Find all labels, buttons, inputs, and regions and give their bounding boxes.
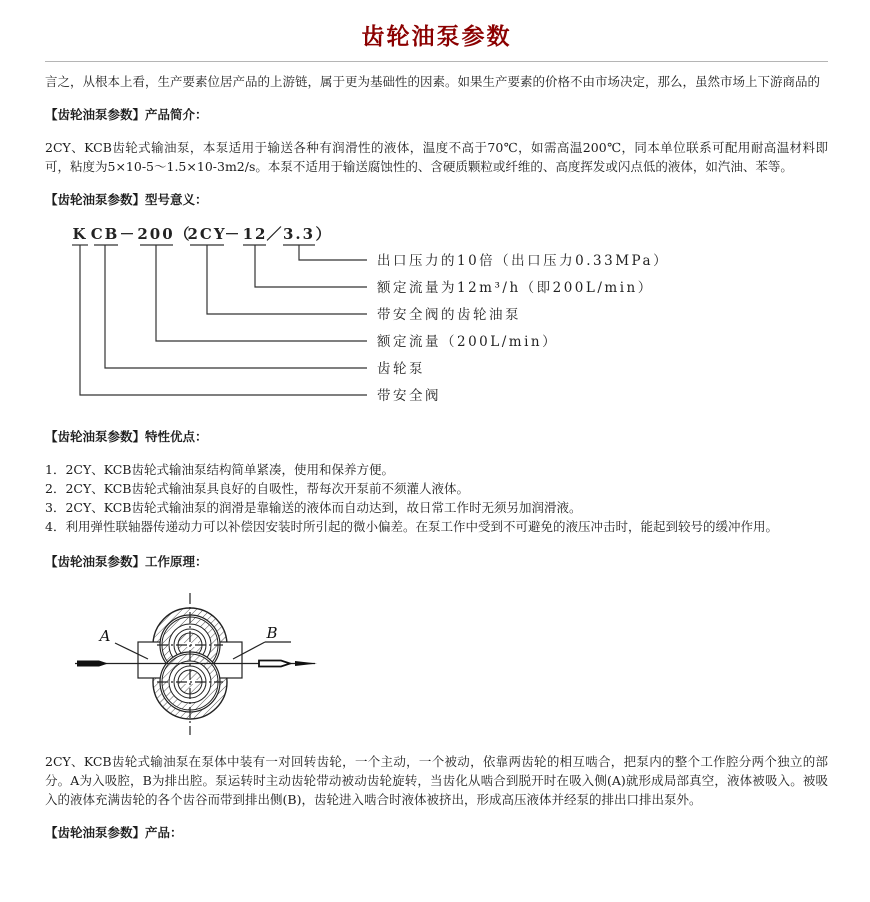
model-sep-slash: ／ [266,225,284,243]
inlet-chamber-label: A [99,627,111,645]
section-heading-products: 【齿轮油泵参数】产品： [45,825,183,840]
model-token-12: 12 [242,225,268,243]
model-label-outlet-pressure: 出口压力的10倍（出口压力0.33MPa） [377,253,670,269]
model-token-33: 3.3 [282,225,316,243]
working-principle-paragraph: 2CY、KCB齿轮式输油泵在泵体中装有一对回转齿轮，一个主动，一个被动，依靠两齿轮的相互啮合，把泵内的整个工作腔分两个独立的部分。A为入吸腔，B为排出腔。泵运转时主动齿轮带动被动齿轮旋转，当齿化从啮合到脱开时在吸入侧(A)就形成局部真空，液体被吸入。被吸入的液体充满齿轮的各个齿谷而带到排出侧(B)，齿轮进入啮合时液体被挤出，形成高压液体并经泵的排出口排出泵外。 [45,754,828,807]
model-sep-dash2: － [224,225,242,243]
outlet-chamber-label: B [266,624,278,642]
feature-item-1: 1．2CY、KCB齿轮式输油泵结构简单紧凑，使用和保养方便。 [45,462,394,477]
section-heading-product-intro: 【齿轮油泵参数】产品简介： [45,107,208,122]
model-label-safety-valve: 带安全阀 [377,388,441,404]
feature-item-4: 4．利用弹性联轴器传递动力可以补偿因安装时所引起的微小偏差。在泵工作中受到不可避免的液压冲击时，能起到较号的缓冲作用。 [45,519,778,534]
model-label-pump-with-valve: 带安全阀的齿轮油泵 [377,307,521,323]
model-sep-dash1: － [119,225,137,243]
model-token-200: 200 [137,225,175,243]
inlet-arrow-icon [77,661,108,667]
feature-list [45,460,828,536]
model-sep-open-paren: （ [174,225,192,243]
gear-pump-cross-section-diagram [65,585,828,744]
section-heading-working-principle: 【齿轮油泵参数】工作原理： [45,554,208,569]
section-heading-features: 【齿轮油泵参数】特性优点： [45,429,208,444]
model-label-rated-flow-lmin: 额定流量（200L/min） [377,334,559,350]
outlet-arrow-icon [259,661,290,667]
model-token-2cy: 2CY [187,225,227,243]
intro-paragraph: 言之，从根本上看，生产要素位居产品的上游链，属于更为基础性的因素。如果生产要素的价格不由市场决定，那么，虽然市场上下游商品的 [45,74,821,89]
model-label-rated-flow-m3h: 额定流量为12m³/h（即200L/min） [377,280,654,296]
model-token-cb: CB [90,225,120,243]
title-divider [45,61,828,62]
page-title: 齿轮油泵参数 [361,23,512,50]
flow-arrowhead-icon [295,661,317,666]
product-intro-paragraph: 2CY、KCB齿轮式输油泵，本泵适用于输送各种有润滑性的液体，温度不高于70℃，如需高温200℃，同本单位联系可配用耐高温材料即可，粘度为5×10-5～1.5×10-3m2/s。本泵不适用于输送腐蚀性的、含硬质颗粒或纤维的、高度挥发或闪点低的液体，如汽油、苯等。 [45,140,828,174]
model-token-k: K [72,225,88,243]
model-sep-close-paren: ） [315,225,333,243]
feature-item-3: 3．2CY、KCB齿轮式输油泵的润滑是靠输送的液体而自动达到，故日常工作时无须另加润滑液。 [45,500,582,515]
model-number-diagram-svg [67,223,827,413]
section-heading-model-meaning: 【齿轮油泵参数】型号意义： [45,192,208,207]
model-label-gear-pump: 齿轮泵 [377,361,425,377]
gear-pump-diagram-svg [65,585,325,740]
model-number-diagram [67,223,828,417]
feature-item-2: 2．2CY、KCB齿轮式输油泵具良好的自吸性，帮每次开泵前不须灌人液体。 [45,481,469,496]
